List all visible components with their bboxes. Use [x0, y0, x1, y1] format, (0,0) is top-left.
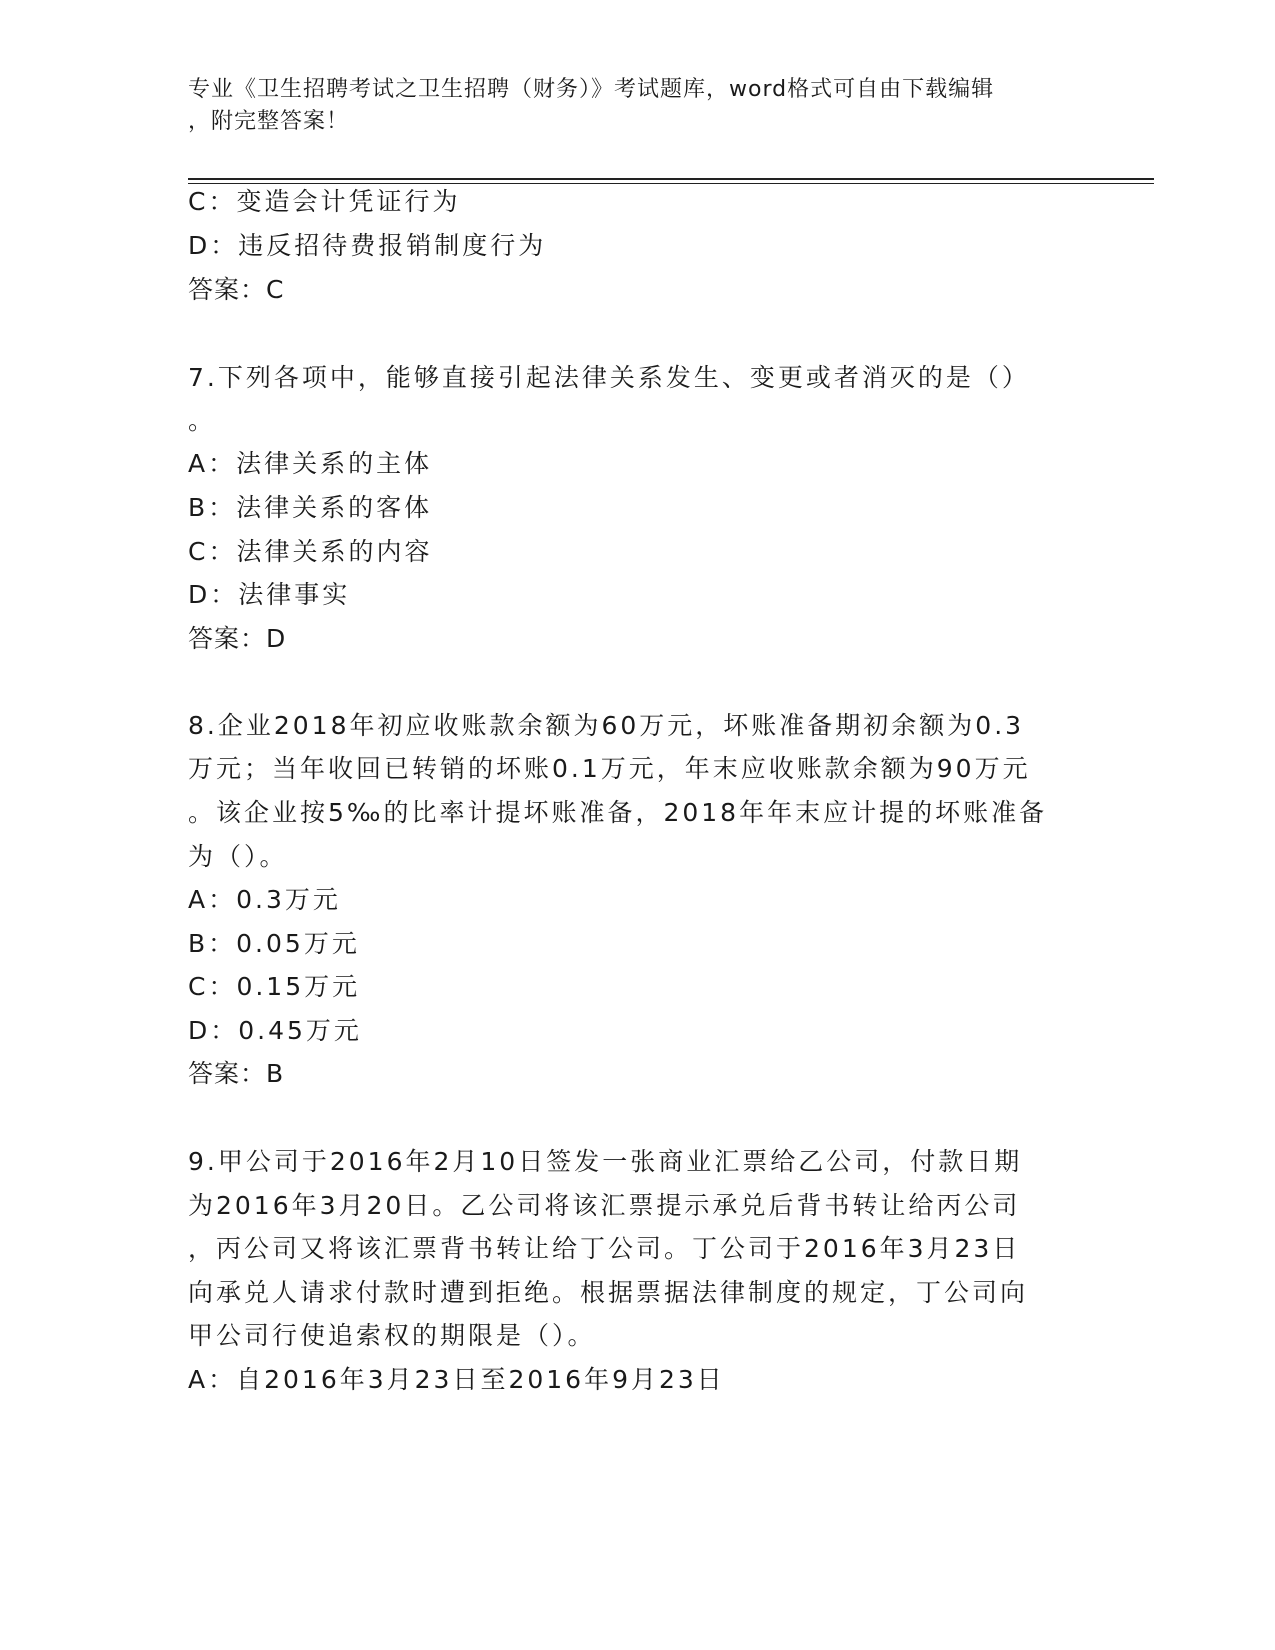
q8-stem-line-4: 为（）。: [188, 842, 288, 871]
q8-answer: 答案：B: [188, 1059, 285, 1088]
q9-stem-line-4: 向承兑人请求付款时遭到拒绝。根据票据法律制度的规定，丁公司向: [188, 1278, 1029, 1307]
q9-stem-line-2: 为2016年3月20日。乙公司将该汇票提示承兑后背书转让给丙公司: [188, 1191, 1021, 1220]
q7-stem-line-2: 。: [188, 406, 217, 435]
header-line-1: 专业《卫生招聘考试之卫生招聘（财务）》考试题库，word格式可自由下载编辑: [188, 77, 995, 102]
q8-stem-line-2: 万元；当年收回已转销的坏账0.1万元，年末应收账款余额为90万元: [188, 754, 1031, 783]
q6-option-c: C：变造会计凭证行为: [188, 187, 461, 216]
q7-stem-line-1: 7.下列各项中，能够直接引起法律关系发生、变更或者消灭的是（）: [188, 363, 1030, 392]
q7-option-a: A：法律关系的主体: [188, 449, 433, 478]
q7-option-c: C：法律关系的内容: [188, 537, 433, 566]
q8-option-c: C：0.15万元: [188, 972, 361, 1001]
q7-option-b: B：法律关系的客体: [188, 493, 433, 522]
q8-stem-line-3: 。该企业按5‰的比率计提坏账准备，2018年年末应计提的坏账准备: [188, 798, 1048, 827]
q7-option-d: D：法律事实: [188, 580, 351, 609]
q9-option-a: A：自2016年3月23日至2016年9月23日: [188, 1365, 725, 1394]
q9-stem-line-3: ，丙公司又将该汇票背书转让给丁公司。丁公司于2016年3月23日: [188, 1234, 1021, 1263]
header-line-2: ，附完整答案！: [188, 109, 350, 134]
q6-option-d: D：违反招待费报销制度行为: [188, 231, 547, 260]
q7-answer: 答案：D: [188, 624, 287, 653]
header-rule-thin: [188, 183, 1154, 184]
q6-answer: 答案：C: [188, 275, 285, 304]
page-header: [188, 74, 1088, 138]
q8-option-d: D：0.45万元: [188, 1016, 362, 1045]
q9-stem-line-1: 9.甲公司于2016年2月10日签发一张商业汇票给乙公司，付款日期: [188, 1147, 1023, 1176]
q8-option-b: B：0.05万元: [188, 929, 360, 958]
q8-stem-line-1: 8.企业2018年初应收账款余额为60万元，坏账准备期初余额为0.3: [188, 711, 1025, 740]
q9-stem-line-5: 甲公司行使追索权的期限是（）。: [188, 1321, 596, 1350]
header-rule-thick: [188, 178, 1154, 180]
q8-option-a: A：0.3万元: [188, 885, 341, 914]
